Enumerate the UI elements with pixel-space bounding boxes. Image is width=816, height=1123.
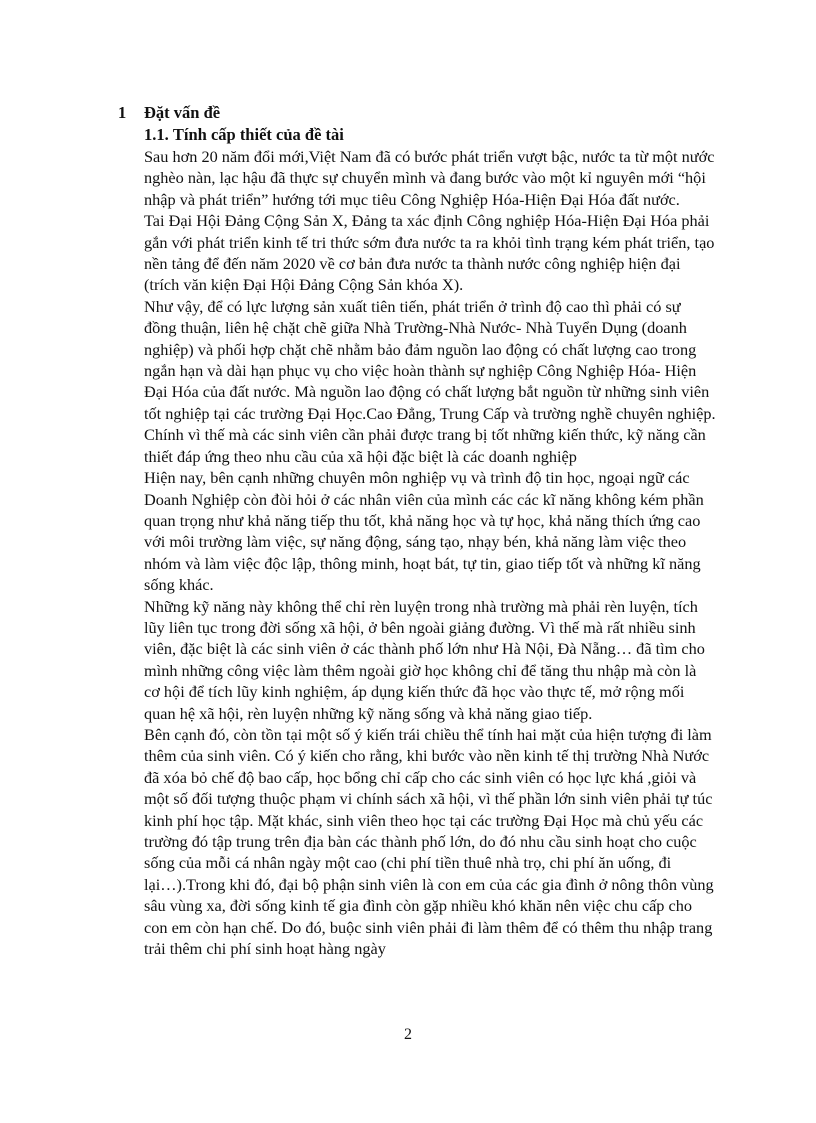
section-title: Đặt vấn đề bbox=[144, 103, 221, 122]
paragraph-3: Như vậy, để có lực lượng sản xuất tiên tiến, phát triển ở trình độ cao thì phải có sự đồng thuận, liên hệ chặt chẽ giữa Nhà Trường-Nhà Nước- Nhà Tuyển Dụng (doanh nghiệp) và phối hợp chặt chẽ nhằm bảo đảm nguồn lao động có chất lượng cao trong ngắn hạn và dài hạn phục vụ cho việc hoàn thành sự nghiệp Công Nghiệp Hóa- Hiện Đại Hóa của đất nước. Mà nguồn lao động có chất lượng bắt nguồn từ những sinh viên tốt nghiệp tại các trường Đại Học.Cao Đẳng, Trung Cấp và trường nghề chuyên nghiệp. Chính vì thế mà các sinh viên cần phải được trang bị tốt những kiến thức, kỹ năng cần thiết đáp ứng theo nhu cầu của xã hội đặc biệt là các doanh nghiệp bbox=[144, 296, 716, 466]
body-text bbox=[144, 146, 716, 959]
paragraph-6: Bên cạnh đó, còn tồn tại một số ý kiến trái chiều thể tính hai mặt của hiện tượng đi làm thêm của sinh viên. Có ý kiến cho rằng, khi bước vào nền kinh tế thị trường Nhà Nước đã xóa bỏ chế độ bao cấp, học bổng chỉ cấp cho các sinh viên có học lực khá ,giỏi và một số đối tượng thuộc phạm vi chính sách xã hội, vì thế phần lớn sinh viên phải tự túc kinh phí học tập. Mặt khác, sinh viên theo học tại các trường Đại Học mà chủ yếu các trường đó tập trung trên địa bàn các thành phố lớn, do đó nhu cầu sinh hoạt cho cuộc sống của mỗi cá nhân ngày một cao (chi phí tiền thuê nhà trọ, chi phí ăn uống, đi lại…).Trong khi đó, đại bộ phận sinh viên là con em của các gia đình ở nông thôn vùng sâu vùng xa, đời sống kinh tế gia đình còn gặp nhiều khó khăn nên việc chu cấp cho con em còn hạn chế. Do đó, buộc sinh viên phải đi làm thêm để có thêm thu nhập trang trải thêm chi phí sinh hoạt hàng ngày bbox=[144, 724, 714, 959]
paragraph-4: Hiện nay, bên cạnh những chuyên môn nghiệp vụ và trình độ tin học, ngoại ngữ các Doanh Nghiệp còn đòi hỏi ở các nhân viên của mình các các kĩ năng không kém phần quan trọng như khả năng tiếp thu tốt, khả năng học và tự học, khả năng thích ứng cao với môi trường làm việc, sự năng động, sáng tạo, nhạy bén, khả năng làm việc theo nhóm và làm việc độc lập, thông minh, hoạt bát, tự tin, giao tiếp tốt và những kĩ năng sống khác. bbox=[144, 468, 704, 595]
section-number: 1 bbox=[118, 103, 127, 122]
paragraph-5: Những kỹ năng này không thể chỉ rèn luyện trong nhà trường mà phải rèn luyện, tích lũy liên tục trong đời sống xã hội, ở bên ngoài giảng đường. Vì thế mà rất nhiều sinh viên, đặc biệt là các sinh viên ở các thành phố lớn như Hà Nội, Đà Nẵng… đã tìm cho mình những công việc làm thêm ngoài giờ học không chỉ để tăng thu nhập mà còn là cơ hội để tích lũy kinh nghiệm, áp dụng kiến thức đã học vào thực tế, mở rộng mối quan hệ xã hội, rèn luyện những kỹ năng sống và khả năng giao tiếp. bbox=[144, 596, 705, 723]
section-heading bbox=[118, 102, 220, 124]
page-number: 2 bbox=[404, 1026, 412, 1043]
paragraph-1: Sau hơn 20 năm đổi mới,Việt Nam đã có bước phát triển vượt bậc, nước ta từ một nước nghèo nàn, lạc hậu đã thực sự chuyển mình và đang bước vào một kỉ nguyên mới “hội nhập và phát triển” hướng tới mục tiêu Công Nghiệp Hóa-Hiện Đại Hóa đất nước. bbox=[144, 147, 715, 209]
subsection-heading: 1.1. Tính cấp thiết của đề tài bbox=[144, 125, 344, 144]
paragraph-2: Tai Đại Hội Đảng Cộng Sản X, Đảng ta xác định Công nghiệp Hóa-Hiện Đại Hóa phải gắn với phát triển kinh tế tri thức sớm đưa nước ta ra khỏi tình trạng kém phát triển, tạo nền tảng để đến năm 2020 về cơ bản đưa nước ta thành nước công nghiệp hiện đại (trích văn kiện Đại Hội Đảng Cộng Sản khóa X). bbox=[144, 211, 715, 295]
